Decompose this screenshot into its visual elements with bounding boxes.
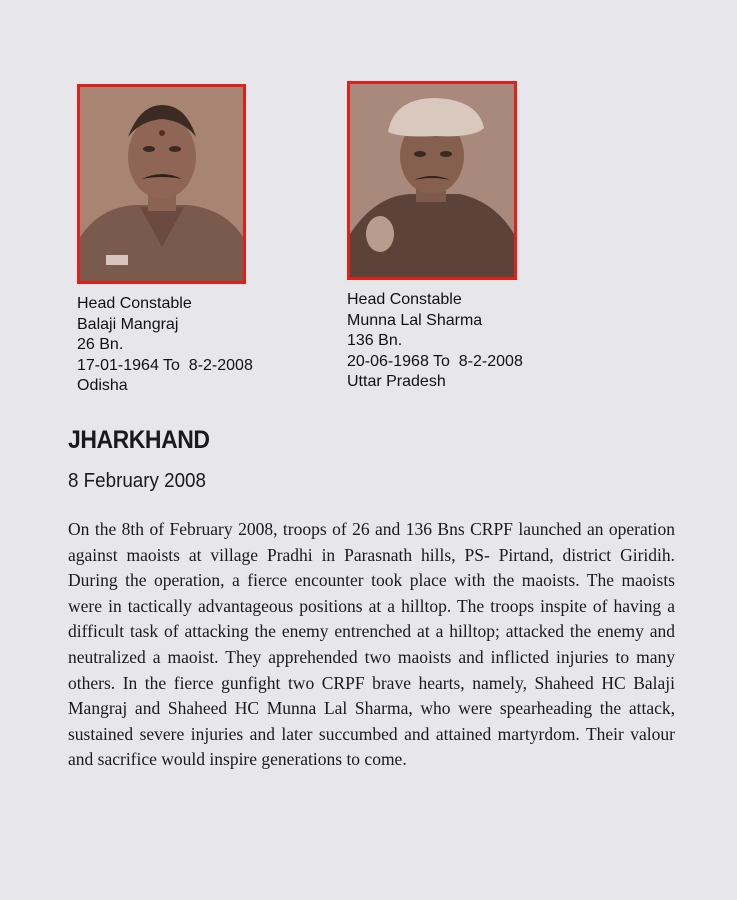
- portrait-photo: [350, 84, 514, 277]
- caption-munna-lal-sharma: [347, 290, 523, 393]
- caption-dates: 17-01-1964 To 8-2-2008: [77, 356, 253, 374]
- portrait-photo: [80, 87, 243, 281]
- caption-balaji-mangraj: [77, 294, 253, 397]
- caption-battalion: 26 Bn.: [77, 336, 124, 353]
- caption-name: Munna Lal Sharma: [347, 311, 483, 329]
- portrait-balaji-mangraj: [77, 84, 246, 284]
- event-date: 8 February 2008: [68, 470, 206, 492]
- portrait-munna-lal-sharma: [347, 81, 517, 280]
- caption-state: Odisha: [77, 377, 128, 394]
- caption-name: Balaji Mangraj: [77, 315, 179, 333]
- section-heading: JHARKHAND: [68, 426, 210, 454]
- caption-battalion: 136 Bn.: [347, 332, 403, 349]
- narrative-paragraph: On the 8th of February 2008, troops of 26 and 136 Bns CRPF launched an operation against maoists at village Pradhi in Parasnath hills, PS- Pirtand, district Giridih. During the operation, a fierce encounter took place with the maoists. The maoists were in tactically advantageous positions at a hilltop. The troops inspite of having a difficult task of attacking the enemy entrenched at a hilltop; attacked the enemy and neutralized a maoist. They apprehended two maoists and inflicted injuries to many others. In the fierce gunfight two CRPF brave hearts, namely, Shaheed HC Balaji Mangraj and Shaheed HC Munna Lal Sharma, who were spearheading the attack, sustained severe injuries and later succumbed and attained martyrdom. Their valour and sacrifice would inspire generations to come.: [68, 519, 675, 770]
- caption-state: Uttar Pradesh: [347, 373, 446, 390]
- caption-rank: Head Constable: [347, 291, 462, 308]
- caption-dates: 20-06-1968 To 8-2-2008: [347, 352, 523, 370]
- caption-rank: Head Constable: [77, 295, 192, 312]
